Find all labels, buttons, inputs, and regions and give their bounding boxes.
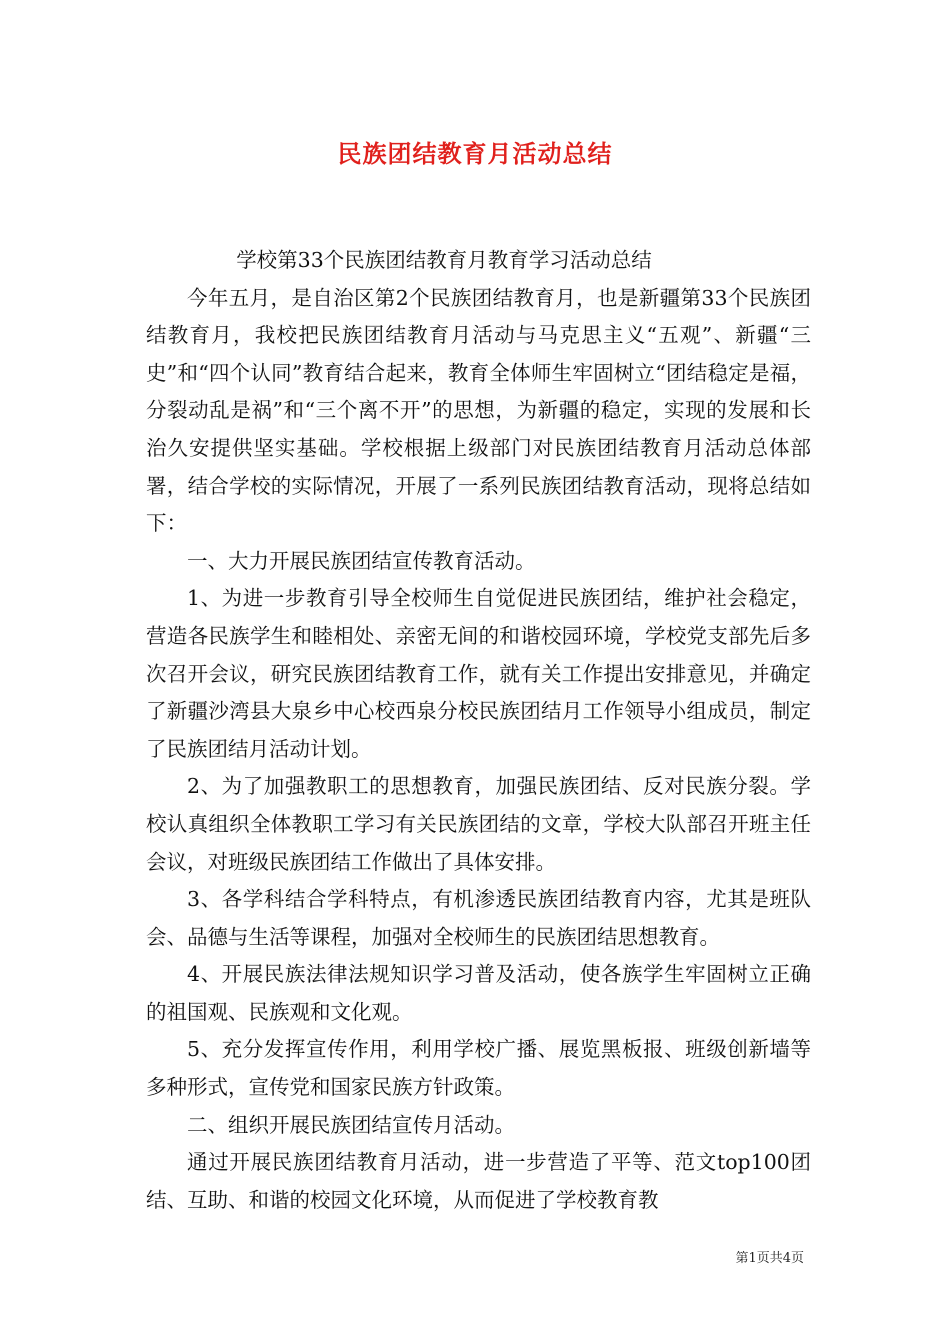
page-number: 第1页共4页 — [735, 1251, 804, 1266]
list-item-4: 4、开展民族法律法规知识学习普及活动，使各族学生牢固树立正确的祖国观、民族观和文化观。 — [146, 962, 811, 1024]
intro-paragraph: 今年五月，是自治区第2个民族团结教育月，也是新疆第33个民族团结教育月，我校把民族团结教育月活动与马克思主义“五观”、新疆“三史”和“四个认同”教育结合起来，教育全体师生牢固树立“团结稳定是福，分裂动乱是祸”和“三个离不开”的思想，为新疆的稳定，实现的发展和长治久安提供坚实基础。学校根据上级部门对民族团结教育月活动总体部署，结合学校的实际情况，开展了一系列民族团结教育活动，现将总结如下： — [146, 285, 811, 536]
section-heading-1: 一、大力开展民族团结宣传教育活动。 — [187, 548, 536, 573]
list-item-2: 2、为了加强教职工的思想教育，加强民族团结、反对民族分裂。学校认真组织全体教职工学习有关民族团结的文章，学校大队部召开班主任会议，对班级民族团结工作做出了具体安排。 — [146, 774, 811, 874]
closing-paragraph: 通过开展民族团结教育月活动，进一步营造了平等、范文top100团结、互助、和谐的校园文化环境，从而促进了学校教育教 — [146, 1150, 811, 1212]
document-subtitle: 学校第33个民族团结教育月教育学习活动总结 — [236, 248, 652, 272]
document-body — [146, 242, 811, 1219]
section-heading-2: 二、组织开展民族团结宣传月活动。 — [187, 1112, 515, 1137]
list-item-3: 3、各学科结合学科特点，有机渗透民族团结教育内容，尤其是班队会、品德与生活等课程，加强对全校师生的民族团结思想教育。 — [146, 887, 811, 949]
list-item-1: 1、为进一步教育引导全校师生自觉促进民族团结，维护社会稳定，营造各民族学生和睦相处、亲密无间的和谐校园环境，学校党支部先后多次召开会议，研究民族团结教育工作，就有关工作提出安排意见，并确定了新疆沙湾县大泉乡中心校西泉分校民族团结月工作领导小组成员，制定了民族团结月活动计划。 — [146, 586, 811, 761]
document-title: 民族团结教育月活动总结 — [337, 139, 613, 168]
list-item-5: 5、充分发挥宣传作用，利用学校广播、展览黑板报、班级创新墙等多种形式，宣传党和国家民族方针政策。 — [146, 1037, 811, 1100]
